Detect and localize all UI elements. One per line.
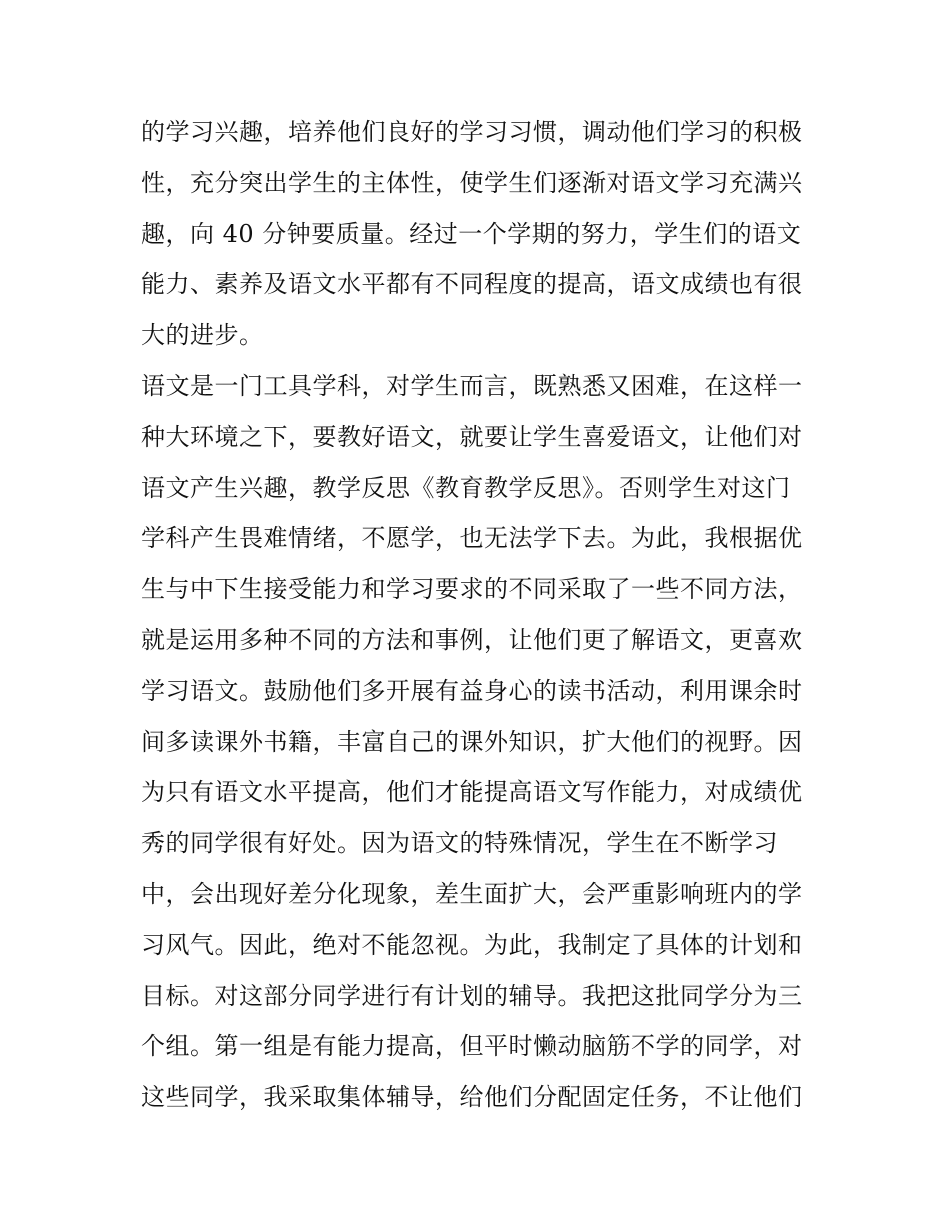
text-line: 的学习兴趣，培养他们良好的学习习惯，调动他们学习的积极: [141, 118, 803, 146]
text-line: 秀的同学很有好处。因为语文的特殊情况，学生在不断学习: [141, 829, 778, 858]
text-line: 目标。对这部分同学进行有计划的辅导。我把这批同学分为三: [141, 981, 803, 1010]
text-line: 习风气。因此，绝对不能忽视。为此，我制定了具体的计划和: [141, 930, 803, 959]
text-line: 学科产生畏难情绪，不愿学，也无法学下去。为此，我根据优: [141, 524, 803, 553]
body-text: [141, 107, 821, 1123]
text-line: 中，会出现好差分化现象，差生面扩大，会严重影响班内的学: [141, 879, 803, 908]
text-line: 就是运用多种不同的方法和事例，让他们更了解语文，更喜欢: [141, 625, 803, 654]
text-line: 大的进步。: [141, 321, 264, 350]
text-line: 为只有语文水平提高，他们才能提高语文写作能力，对成绩优: [141, 778, 803, 807]
text-line: 生与中下生接受能力和学习要求的不同采取了一些不同方法，: [141, 575, 803, 604]
text-line: 语文是一门工具学科，对学生而言，既熟悉又困难，在这样一: [141, 371, 803, 400]
text-line: 能力、素养及语文水平都有不同程度的提高，语文成绩也有很: [141, 270, 803, 299]
text-line: 个组。第一组是有能力提高，但平时懒动脑筋不学的同学，对: [141, 1032, 803, 1061]
text-line: 间多读课外书籍，丰富自己的课外知识，扩大他们的视野。因: [141, 727, 803, 756]
text-line: 性，充分突出学生的主体性，使学生们逐渐对语文学习充满兴: [141, 168, 803, 197]
text-line: 趣，向 40 分钟要质量。经过一个学期的努力，学生们的语文: [141, 219, 802, 248]
text-line: 这些同学，我采取集体辅导，给他们分配固定任务，不让他们: [141, 1083, 803, 1112]
text-line: 种大环境之下，要教好语文，就要让学生喜爱语文，让他们对: [141, 422, 803, 451]
text-line: 学习语文。鼓励他们多开展有益身心的读书活动，利用课余时: [141, 676, 803, 705]
text-line: 语文产生兴趣，教学反思《教育教学反思》。否则学生对这门: [141, 473, 791, 502]
